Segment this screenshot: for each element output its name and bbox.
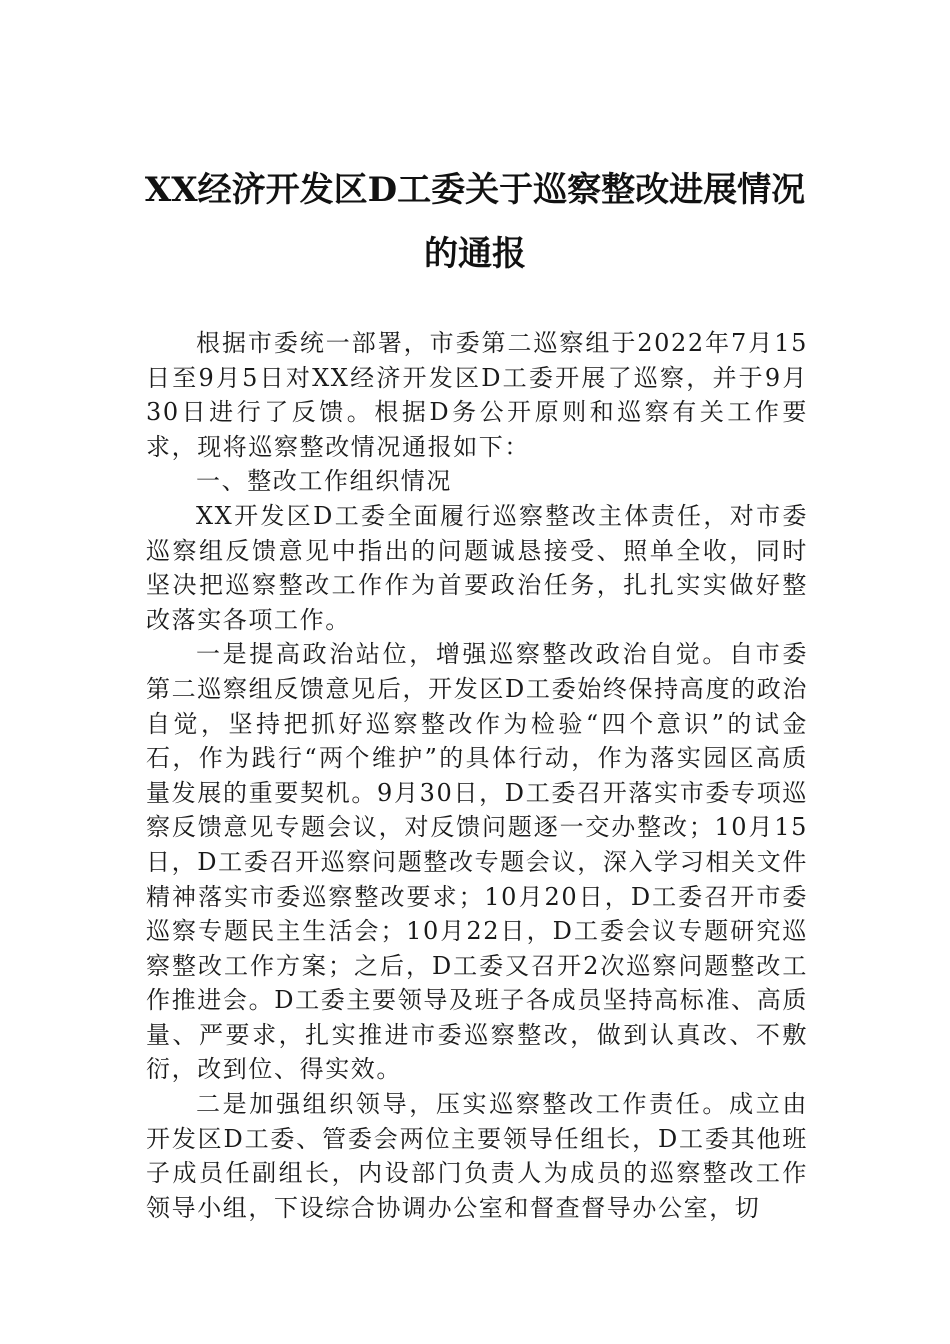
section-heading-1: 一、整改工作组织情况	[196, 467, 452, 496]
body-paragraph: 一是提高政治站位，增强巡察整改政治自觉。自市委第二巡察组反馈意见后，开发区D工委始终保持高度的政治自觉，坚持把抓好巡察整改作为检验“四个意识”的试金石，作为践行“两个维护”的具体行动，作为落实园区高质量发展的重要契机。9月30日，D工委召开落实市委专项巡察反馈意见专题会议，对反馈问题逐一交办整改；10月15日，D工委召开巡察问题整改专题会议，深入学习相关文件精神落实市委巡察整改要求；10月20日，D工委召开市委巡察专题民主生活会；10月22日，D工委会议专题研究巡察整改工作方案；之后，D工委又召开2次巡察问题整改工作推进会。D工委主要领导及班子各成员坚持高标准、高质量、严要求，扎实推进市委巡察整改，做到认真改、不敷衍，改到位、得实效。	[146, 640, 808, 1084]
document-body	[146, 326, 808, 1225]
document-title: XX经济开发区D工委关于巡察整改进展情况的通报	[144, 170, 806, 274]
intro-paragraph: 根据市委统一部署，市委第二巡察组于2022年7月15日至9月5日对XX经济开发区D工委开展了巡察，并于9月30日进行了反馈。根据D务公开原则和巡察有关工作要求，现将巡察整改情况通报如下：	[146, 329, 808, 461]
body-paragraph: 二是加强组织领导，压实巡察整改工作责任。成立由开发区D工委、管委会两位主要领导任组长，D工委其他班子成员任副组长，内设部门负责人为成员的巡察整改工作领导小组，下设综合协调办公室和督查督导办公室，切	[146, 1090, 808, 1222]
body-paragraph: XX开发区D工委全面履行巡察整改主体责任，对市委巡察组反馈意见中指出的问题诚恳接受、照单全收，同时坚决把巡察整改工作作为首要政治任务，扎扎实实做好整改落实各项工作。	[146, 501, 808, 634]
